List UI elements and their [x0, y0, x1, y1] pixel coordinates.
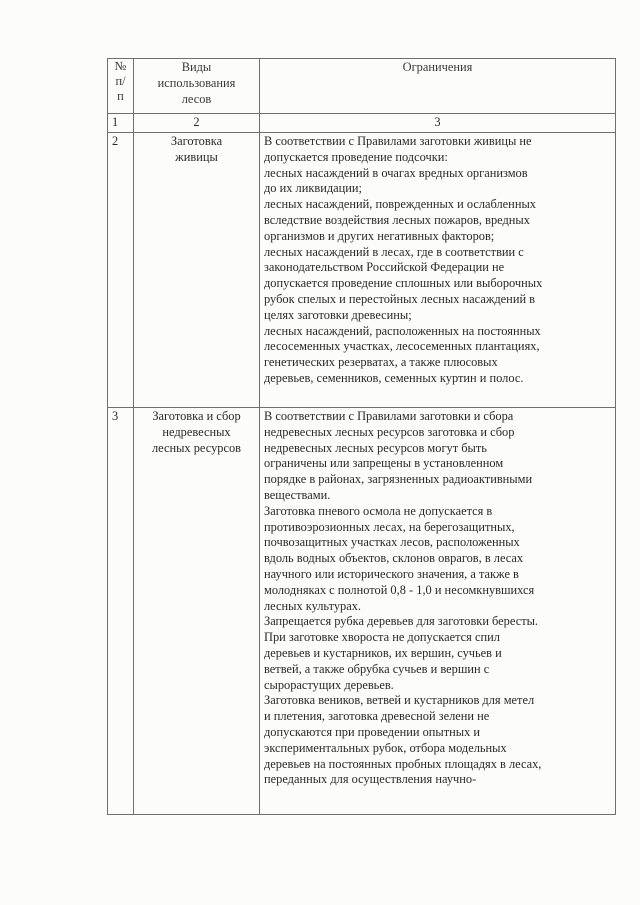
text-line: вследствие воздействия лесных пожаров, вредных [264, 212, 530, 227]
text-line: деревьев и кустарников, их вершин, сучьев и [264, 645, 502, 660]
header-number-cell [108, 59, 134, 114]
text-line: недревесных лесных ресурсов заготовка и сбор [264, 424, 515, 439]
text-line: лесосеменных участках, лесосеменных плантациях, [264, 339, 540, 354]
header-kind-line: лесов [181, 91, 212, 106]
text-line: деревьев на постоянных пробных площадях в лесах, [264, 756, 542, 771]
row-restrictions-text [260, 408, 616, 815]
text-line: сырорастущих деревьев. [264, 677, 394, 692]
text-line: целях заготовки древесины; [264, 307, 412, 322]
header-restrictions-cell: Ограничения [260, 59, 616, 114]
text-line: ограничены или запрещены в установленном [264, 456, 504, 471]
text-line: Заготовка веников, ветвей и кустарников для метел [264, 693, 535, 708]
text-line: лесных культурах. [264, 598, 362, 613]
text-line: и плетения, заготовка древесной зелени не [264, 709, 490, 724]
row-kind [134, 408, 260, 815]
row-kind-line: Заготовка [170, 134, 223, 148]
text-line: организмов и других негативных факторов; [264, 228, 495, 243]
text-line: веществами. [264, 487, 331, 502]
table-row [108, 133, 616, 408]
text-line: Запрещается рубка деревьев для заготовки бересты. [264, 614, 539, 629]
text-line: законодательством Российской Федерации не [264, 260, 505, 275]
text-line: При заготовке хвороста не допускается спил [264, 630, 500, 645]
text-line: рубок спелых и перестойных лесных насаждений в [264, 291, 536, 306]
text-line: почвозащитных участках лесов, расположенных [264, 535, 520, 550]
text-line: В соответствии с Правилами заготовки и сбора [264, 409, 514, 423]
text-line: допускается проведение сплошных или выборочных [264, 276, 543, 291]
header-number-line: п [117, 89, 124, 103]
row-kind-line: недревесных [162, 424, 231, 439]
row-restrictions-text [260, 133, 616, 408]
row-index: 2 [108, 133, 134, 408]
restrictions-table [107, 58, 616, 815]
text-line: недревесных лесных ресурсов могут быть [264, 440, 487, 455]
header-kind-line: использования [157, 75, 236, 90]
text-line: лесных насаждений, расположенных на постоянных [264, 323, 541, 338]
text-line: допускается проведение подсочки: [264, 149, 448, 164]
row-kind-line: Заготовка и сбор [152, 409, 241, 423]
text-line: порядке в районах, загрязненных радиоактивными [264, 472, 533, 487]
table-row [108, 408, 616, 815]
row-kind [134, 133, 260, 408]
header-kind-line: Виды [181, 60, 212, 74]
text-line: ветвей, а также обрубка сучьев и вершин с [264, 661, 490, 676]
text-line: молодняках с полнотой 0,8 - 1,0 и несомкнувшихся [264, 582, 535, 597]
text-line: генетических резерватах, а также плюсовых [264, 355, 498, 370]
text-line: допускаются при проведении опытных и [264, 724, 481, 739]
text-line: вдоль водных объектов, склонов оврагов, в лесах [264, 551, 524, 566]
table-header-row [108, 59, 616, 114]
text-line: переданных для осуществления научно- [264, 772, 477, 787]
header-kind-cell [134, 59, 260, 114]
text-line: экспериментальных рубок, отбора модельных [264, 740, 507, 755]
column-number: 2 [134, 114, 260, 133]
text-line: лесных насаждений в очагах вредных организмов [264, 165, 528, 180]
header-number-line: п/ [115, 74, 126, 88]
column-numbers-row [108, 114, 616, 133]
text-line: Заготовка пневого осмола не допускается в [264, 503, 493, 518]
column-number: 1 [108, 114, 134, 133]
text-line: научного или исторического значения, а также в [264, 566, 519, 581]
text-line: лесных насаждений в лесах, где в соответствии с [264, 244, 524, 259]
row-index: 3 [108, 408, 134, 815]
header-number-line: № [114, 59, 127, 73]
text-line: лесных насаждений, поврежденных и ослабленных [264, 197, 536, 212]
text-line: В соответствии с Правилами заготовки живицы не [264, 134, 532, 148]
row-kind-line: лесных ресурсов [151, 440, 242, 455]
column-number: 3 [260, 114, 616, 133]
text-line: до их ликвидации; [264, 181, 362, 196]
text-line: деревьев, семенников, семенных куртин и полос. [264, 370, 524, 385]
row-kind-line: живицы [175, 149, 218, 164]
text-line: противоэрозионных лесах, на берегозащитных, [264, 519, 515, 534]
